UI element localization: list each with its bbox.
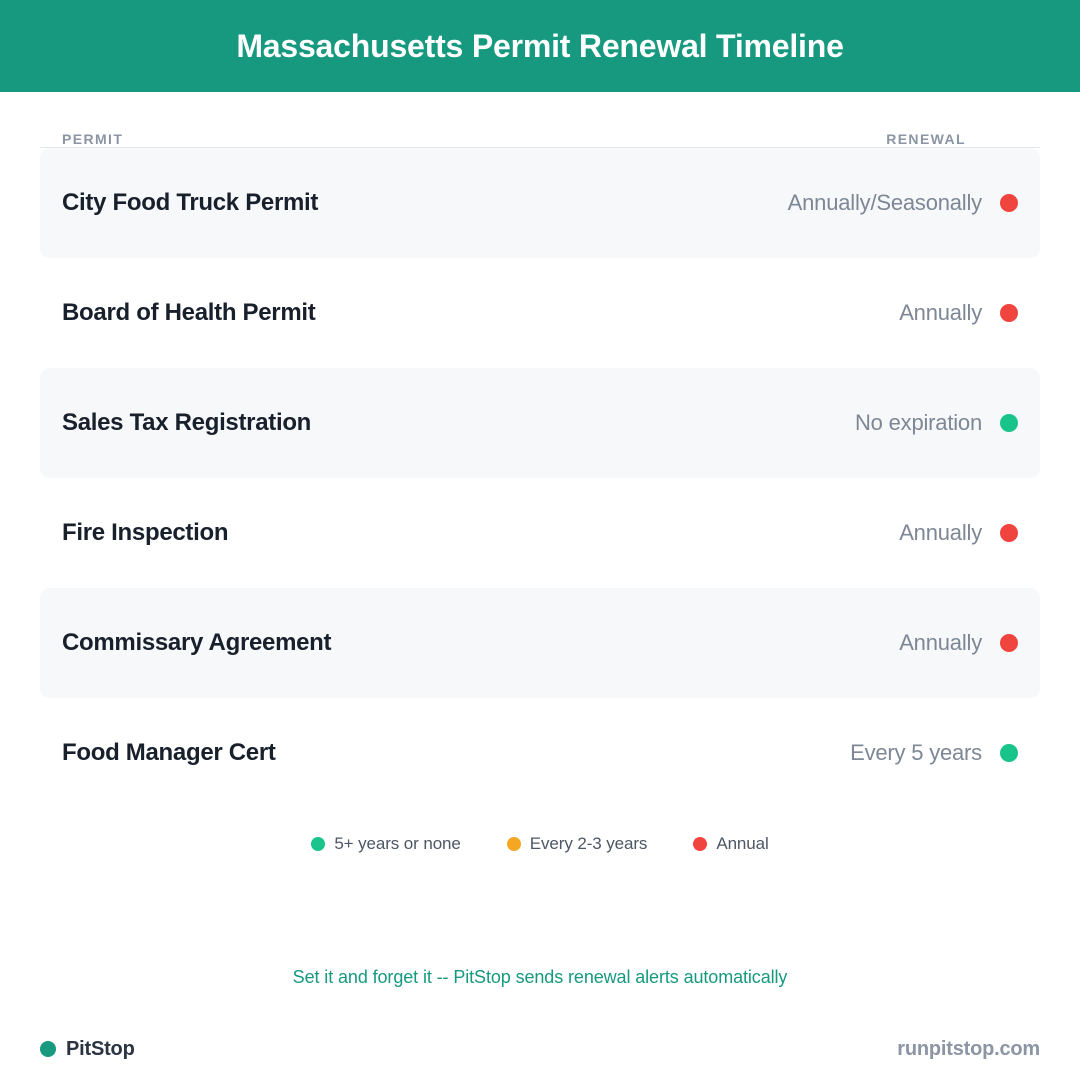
brand-dot-icon [40, 1041, 56, 1057]
legend-item [693, 834, 768, 854]
legend-label: Every 2-3 years [529, 834, 648, 853]
status-dot-icon [1000, 634, 1018, 652]
legend-label: 5+ years or none [334, 834, 461, 853]
status-dot-icon [1000, 744, 1018, 762]
permit-name: Commissary Agreement [62, 629, 332, 656]
legend-dot-icon [311, 837, 325, 851]
permit-name: Food Manager Cert [62, 739, 276, 766]
status-dot-icon [1000, 414, 1018, 432]
renewal-value: Annually/Seasonally [787, 190, 982, 215]
header-bar [0, 0, 1080, 92]
renewal-value: No expiration [854, 410, 982, 435]
status-dot-icon [1000, 524, 1018, 542]
legend-dot-icon [693, 837, 707, 851]
tagline-text: Set it and forget it -- PitStop sends renewal alerts automatically [292, 967, 788, 987]
tagline-area [0, 854, 1080, 1018]
table-row [40, 258, 1040, 368]
table-row [40, 588, 1040, 698]
column-header-permit: PERMIT [62, 131, 124, 147]
footer-bar [0, 1018, 1080, 1080]
table-row [40, 148, 1040, 258]
table-row [40, 368, 1040, 478]
status-dot-icon [1000, 194, 1018, 212]
renewal-value: Annually [899, 300, 982, 325]
status-dot-icon [1000, 304, 1018, 322]
legend [0, 834, 1080, 854]
column-header-renewal: RENEWAL [886, 131, 966, 147]
brand-name: PitStop [66, 1037, 135, 1060]
permit-name: Board of Health Permit [62, 299, 316, 326]
legend-label: Annual [716, 834, 769, 853]
permit-name: Fire Inspection [62, 519, 229, 546]
website-url: runpitstop.com [897, 1037, 1040, 1060]
table-row [40, 698, 1040, 808]
brand-lockup [40, 1038, 135, 1061]
renewal-value: Every 5 years [850, 740, 982, 765]
legend-item [311, 834, 460, 854]
table-header-row [40, 92, 1040, 148]
permit-name: City Food Truck Permit [62, 189, 319, 216]
permit-table [0, 92, 1080, 808]
legend-item [507, 834, 648, 854]
permit-name: Sales Tax Registration [62, 409, 312, 436]
page-title: Massachusetts Permit Renewal Timeline [236, 27, 844, 64]
table-row [40, 478, 1040, 588]
renewal-value: Annually [899, 630, 982, 655]
legend-dot-icon [507, 837, 521, 851]
renewal-value: Annually [899, 520, 982, 545]
